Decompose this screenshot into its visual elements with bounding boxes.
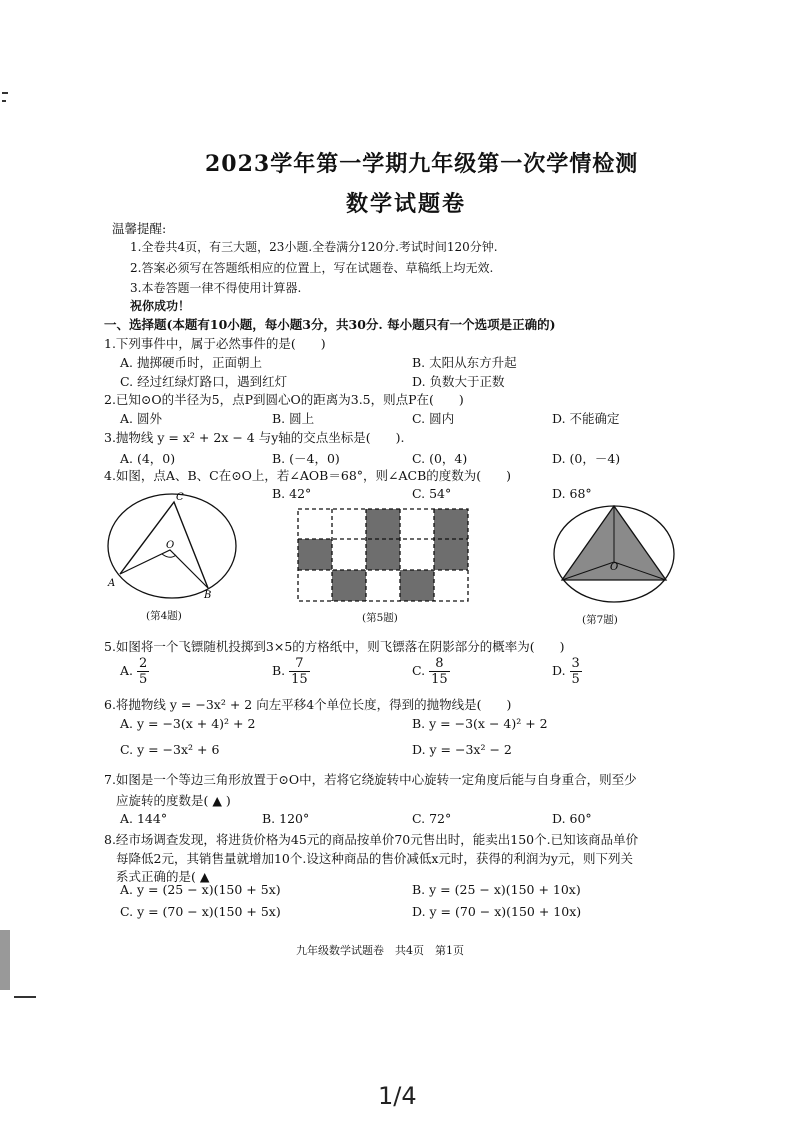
q1-option-a: A. 抛掷硬币时，正面朝上 — [120, 355, 262, 370]
scan-mark-bottom — [0, 930, 10, 990]
tips-heading: 温馨提醒: — [112, 221, 167, 236]
fig4-caption: (第4题) — [146, 610, 182, 622]
fig5-shaded-cell — [332, 570, 366, 601]
q5-option-a-label: A. — [120, 663, 134, 678]
section-heading: 一、选择题(本题有10小题，每小题3分，共30分. 每小题只有一个选项是正确的) — [104, 317, 556, 332]
q3-option-b: B. (－4，0) — [272, 451, 340, 466]
q5-option-a-fraction: $\frac{2}{5}$ — [139, 656, 148, 687]
fig5-shaded-cell — [366, 539, 400, 570]
q3-option-c: C. (0，4) — [412, 451, 468, 466]
page-footer: 九年级数学试题卷 共4页 第1页 — [296, 944, 464, 957]
q5-option-b — [272, 656, 310, 687]
q5-option-c-fraction: $\frac{8}{15}$ — [431, 656, 448, 687]
q6-stem: 6.将抛物线 y = −3x² + 2 向左平移4个单位长度，得到的抛物线是( ) — [104, 697, 512, 712]
figure-4 — [100, 488, 250, 600]
q6-option-c: C. y = −3x² + 6 — [120, 742, 220, 757]
scan-mark-top2 — [2, 100, 6, 102]
q8-stem-line1: 8.经市场调查发现，将进货价格为45元的商品按单价70元售出时，能卖出150个.已知该商品单价 — [104, 832, 639, 847]
q3-option-a: A. (4，0) — [120, 451, 176, 466]
q5-option-b-label: B. — [272, 663, 286, 678]
fig4-label-b: B — [204, 590, 212, 600]
tips-closing: 祝你成功！ — [130, 299, 191, 313]
tips-item: 1.全卷共4页，有三大题，23小题.全卷满分120分.考试时间120分钟. — [130, 240, 498, 254]
tips-item: 3.本卷答题一律不得使用计算器. — [130, 281, 302, 295]
q4-option-d: D. 68° — [552, 486, 592, 501]
fig5-shaded-cell — [434, 539, 468, 570]
tips-item: 2.答案必须写在答题纸相应的位置上，写在试题卷、草稿纸上均无效. — [130, 261, 494, 275]
q7-stem-line2: 应旋转的度数是( ▲ ) — [116, 793, 231, 808]
q2-option-b: B. 圆上 — [272, 411, 315, 426]
q6-option-b: B. y = −3(x − 4)² + 2 — [412, 716, 548, 731]
q5-option-d-fraction: $\frac{3}{5}$ — [571, 656, 580, 687]
q3-stem: 3.抛物线 y = x² + 2x − 4 与y轴的交点坐标是( ). — [104, 430, 405, 445]
fig5-shaded-cell — [434, 509, 468, 539]
fig5-shaded-cell — [366, 509, 400, 539]
q8-stem-line3: 系式正确的是( ▲ — [116, 869, 210, 884]
q8-option-b: B. y = (25 − x)(150 + 10x) — [412, 882, 581, 897]
q4-option-c: C. 54° — [412, 486, 452, 501]
fig7-label-o: O — [610, 562, 619, 573]
q5-option-b-fraction: $\frac{7}{15}$ — [291, 656, 308, 687]
q5-option-d — [552, 656, 582, 687]
figure-5 — [294, 507, 474, 605]
q5-option-c — [412, 656, 450, 687]
scan-mark-top — [2, 92, 8, 94]
q2-stem: 2.已知⊙O的半径为5，点P到圆心O的距离为3.5，则点P在( ) — [104, 392, 464, 407]
q2-option-c: C. 圆内 — [412, 411, 455, 426]
q5-option-a — [120, 656, 149, 687]
q4-option-b: B. 42° — [272, 486, 312, 501]
q7-option-b: B. 120° — [262, 811, 310, 826]
q7-stem-line1: 7.如图是一个等边三角形放置于⊙O中，若将它绕旋转中心旋转一定角度后能与自身重合，则至少 — [104, 772, 637, 787]
q1-stem: 1.下列事件中，属于必然事件的是( ) — [104, 336, 326, 351]
q1-option-d: D. 负数大于正数 — [412, 374, 505, 389]
q1-option-c: C. 经过红绿灯路口，遇到红灯 — [120, 374, 288, 389]
scan-mark-line — [14, 996, 36, 998]
exam-title: 2023学年第一学期九年级第一次学情检测 — [205, 151, 639, 177]
page-indicator: 1/4 — [378, 1082, 417, 1110]
q7-option-c: C. 72° — [412, 811, 452, 826]
fig5-shaded-cells — [298, 509, 468, 601]
q4-stem: 4.如图，点A、B、C在⊙O上，若∠AOB＝68°，则∠ACB的度数为( ) — [104, 468, 512, 483]
q8-stem-line2: 每降低2元，其销售量就增加10个.设这种商品的售价减低x元时，获得的利润为y元，则下列关 — [116, 851, 633, 866]
q8-option-a: A. y = (25 − x)(150 + 5x) — [120, 882, 281, 897]
fig7-caption: (第7题) — [582, 614, 618, 626]
q2-option-d: D. 不能确定 — [552, 411, 620, 426]
q8-option-c: C. y = (70 − x)(150 + 5x) — [120, 904, 281, 919]
q2-option-a: A. 圆外 — [120, 411, 162, 426]
exam-subtitle: 数学试题卷 — [346, 191, 467, 217]
figure-7 — [548, 500, 678, 608]
fig4-label-c: C — [176, 492, 184, 503]
q7-option-d: D. 60° — [552, 811, 592, 826]
q5-option-c-label: C. — [412, 663, 426, 678]
q3-option-d: D. (0，－4) — [552, 451, 621, 466]
q1-option-b: B. 太阳从东方升起 — [412, 355, 517, 370]
q6-option-a: A. y = −3(x + 4)² + 2 — [120, 716, 256, 731]
fig5-caption: (第5题) — [362, 612, 398, 624]
fig4-label-o: O — [166, 540, 175, 551]
fig4-label-a: A — [108, 578, 116, 589]
q6-option-d: D. y = −3x² − 2 — [412, 742, 512, 757]
q5-stem: 5.如图将一个飞镖随机投掷到3×5的方格纸中，则飞镖落在阴影部分的概率为( ) — [104, 639, 565, 654]
q5-option-d-label: D. — [552, 663, 566, 678]
q8-option-d: D. y = (70 − x)(150 + 10x) — [412, 904, 582, 919]
q7-option-a: A. 144° — [120, 811, 168, 826]
fig5-shaded-cell — [400, 570, 434, 601]
fig5-shaded-cell — [298, 539, 332, 570]
